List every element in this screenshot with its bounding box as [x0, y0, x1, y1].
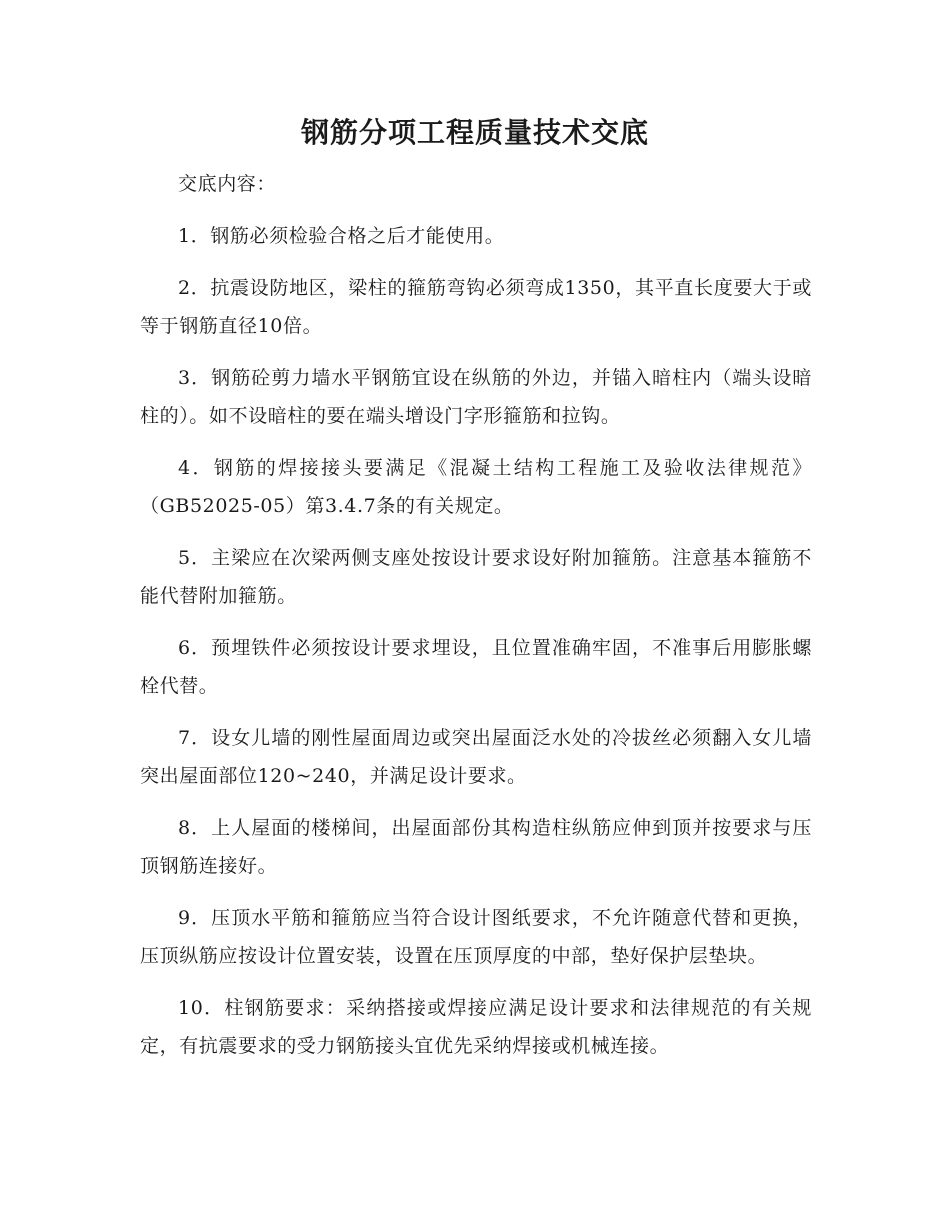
list-item: 3．钢筋砼剪力墙水平钢筋宜设在纵筋的外边，并锚入暗柱内（端头设暗柱的）。如不设暗柱的要在端头增设门字形箍筋和拉钩。	[140, 367, 812, 427]
document-title: 钢筋分项工程质量技术交底	[300, 116, 649, 149]
list-item: 9．压顶水平筋和箍筋应当符合设计图纸要求，不允许随意代替和更换，压顶纵筋应按设计位置安装，设置在压顶厚度的中部，垫好保护层垫块。	[140, 907, 812, 967]
list-item: 6．预埋铁件必须按设计要求埋设，且位置准确牢固，不准事后用膨胀螺栓代替。	[140, 637, 812, 697]
list-item: 10．柱钢筋要求：采纳搭接或焊接应满足设计要求和法律规范的有关规定，有抗震要求的受力钢筋接头宜优先采纳焊接或机械连接。	[140, 997, 812, 1057]
list-item: 2．抗震设防地区，梁柱的箍筋弯钩必须弯成1350，其平直长度要大于或等于钢筋直径10倍。	[140, 277, 812, 337]
intro-line: 交底内容：	[178, 173, 277, 195]
list-item: 1．钢筋必须检验合格之后才能使用。	[178, 225, 505, 247]
list-item: 4．钢筋的焊接接头要满足《混凝土结构工程施工及验收法律规范》（GB52025-05）第3.4.7条的有关规定。	[140, 457, 812, 517]
document-body	[140, 165, 812, 1079]
list-item: 8．上人屋面的楼梯间，出屋面部份其构造柱纵筋应伸到顶并按要求与压顶钢筋连接好。	[140, 817, 812, 877]
list-item: 5．主梁应在次梁两侧支座处按设计要求设好附加箍筋。注意基本箍筋不能代替附加箍筋。	[140, 547, 812, 607]
list-item: 7．设女儿墙的刚性屋面周边或突出屋面泛水处的冷拔丝必须翻入女儿墙突出屋面部位120~240，并满足设计要求。	[140, 727, 812, 787]
